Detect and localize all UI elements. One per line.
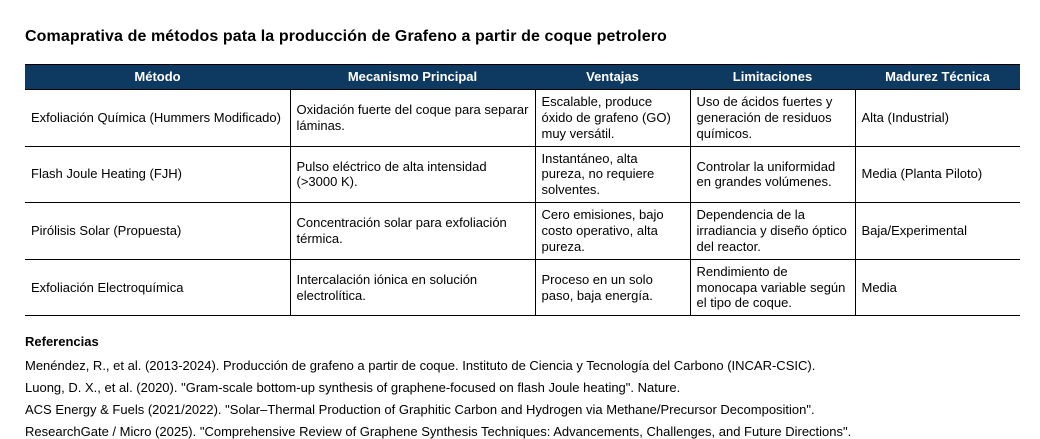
cell-ventajas: Escalable, produce óxido de grafeno (GO) muy versátil. <box>535 90 690 147</box>
reference-item: ResearchGate / Micro (2025). "Comprehensive Review of Graphene Synthesis Techniques: Advancements, Challenges, and Future Directions". <box>25 424 852 439</box>
cell-mecanismo: Intercalación iónica en solución electrolítica. <box>290 259 535 316</box>
table-row-flash-joule-heating <box>25 146 1020 203</box>
column-header-ventajas: Ventajas <box>535 65 690 90</box>
references-heading: Referencias <box>25 334 99 350</box>
reference-item: Luong, D. X., et al. (2020). "Gram-scale bottom-up synthesis of graphene-focused on flash Joule heating". Nature. <box>25 380 681 396</box>
cell-ventajas: Cero emisiones, bajo costo operativo, alta pureza. <box>535 203 690 260</box>
column-header-metodo: Método <box>25 65 290 90</box>
table-row-exfoliacion-quimica <box>25 90 1020 147</box>
comparison-table <box>25 64 1020 316</box>
cell-mecanismo: Pulso eléctrico de alta intensidad (>3000 K). <box>290 146 535 203</box>
cell-limitaciones: Rendimiento de monocapa variable según el tipo de coque. <box>690 259 855 316</box>
cell-madurez: Media <box>855 259 1020 316</box>
cell-madurez: Alta (Industrial) <box>855 90 1020 147</box>
table-row-pirolisis-solar <box>25 203 1020 260</box>
table-row-exfoliacion-electroquimica <box>25 259 1020 316</box>
cell-limitaciones: Controlar la uniformidad en grandes volúmenes. <box>690 146 855 203</box>
cell-madurez: Media (Planta Piloto) <box>855 146 1020 203</box>
reference-item: Menéndez, R., et al. (2013-2024). Producción de grafeno a partir de coque. Instituto de Ciencia y Tecnología del Carbono (INCAR-CSIC). <box>25 358 816 374</box>
column-header-limitaciones: Limitaciones <box>690 65 855 90</box>
cell-mecanismo: Oxidación fuerte del coque para separar láminas. <box>290 90 535 147</box>
reference-item: ACS Energy & Fuels (2021/2022). "Solar–Thermal Production of Graphitic Carbon and Hydrogen via Methane/Precursor Decomposition". <box>25 402 815 418</box>
column-header-madurez: Madurez Técnica <box>855 65 1020 90</box>
page-title: Comaprativa de métodos pata la producción de Grafeno a partir de coque petrolero <box>25 28 667 45</box>
cell-limitaciones: Uso de ácidos fuertes y generación de residuos químicos. <box>690 90 855 147</box>
cell-mecanismo: Concentración solar para exfoliación térmica. <box>290 203 535 260</box>
cell-madurez: Baja/Experimental <box>855 203 1020 260</box>
cell-limitaciones: Dependencia de la irradiancia y diseño óptico del reactor. <box>690 203 855 260</box>
cell-metodo: Exfoliación Electroquímica <box>25 259 290 316</box>
references-section <box>25 334 1020 438</box>
cell-metodo: Pirólisis Solar (Propuesta) <box>25 203 290 260</box>
table-header-row <box>25 65 1020 90</box>
cell-ventajas: Proceso en un solo paso, baja energía. <box>535 259 690 316</box>
column-header-mecanismo: Mecanismo Principal <box>290 65 535 90</box>
cell-metodo: Exfoliación Química (Hummers Modificado) <box>25 90 290 147</box>
cell-ventajas: Instantáneo, alta pureza, no requiere solventes. <box>535 146 690 203</box>
cell-metodo: Flash Joule Heating (FJH) <box>25 146 290 203</box>
